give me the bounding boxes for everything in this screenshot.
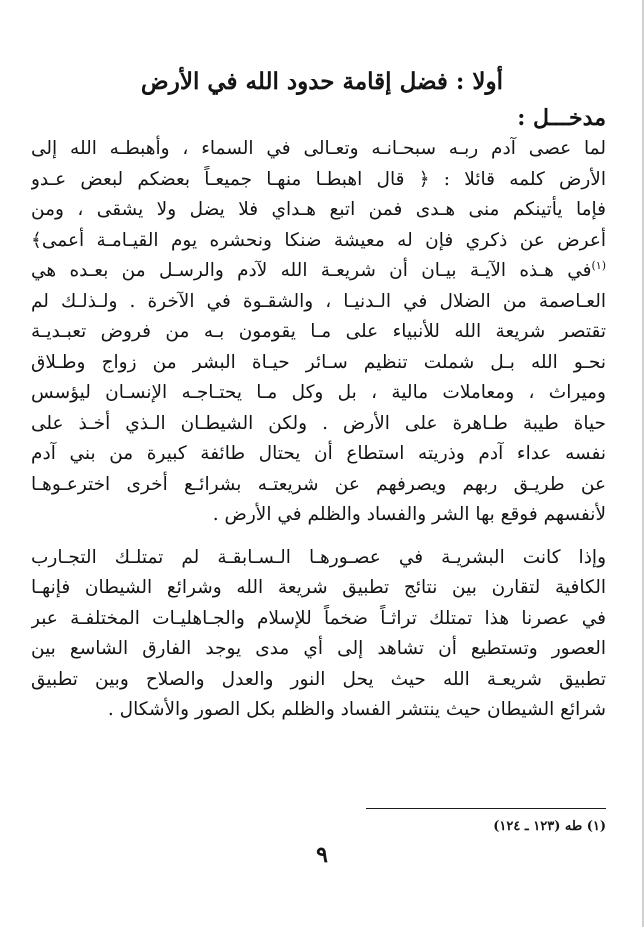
- paragraph-gap: [31, 531, 606, 543]
- text-line: العـاصمة من الضلال في الـدنيـا ، والشقـوة في الآخرة . ولـذلـك لم: [31, 290, 606, 312]
- body-text: [31, 134, 606, 726]
- footnote-marker: (١): [591, 258, 606, 272]
- text-line: أعرض عن ذكري فإن له معيشة ضنكا ونحشره يوم القيـامـة أعمى﴾: [31, 229, 606, 251]
- text-line: الكافية لتقارن بين نتائج تطبيق شريعة الله وشرائع الشيطان فإنهـا: [31, 577, 606, 598]
- footnote: (١) طه (١٢٣ ـ ١٢٤): [493, 819, 606, 834]
- footnote-divider: [366, 808, 606, 809]
- text-line: وإذا كانت البشريـة في عصـورهـا الـسـابقـة لم تمتلـك التجـارب: [31, 546, 606, 568]
- text-line: عن طريـق ربهم ويصرفهم عن شريعتـه بشرائـع أخرى اخترعـوهـا: [31, 473, 606, 495]
- text-line: وميراث ، ومعاملات مالية ، بل وكل مـا يحتـاجـه الإنسـان ليؤسس: [31, 382, 606, 403]
- text-line: تقتصر شريعة الله للأنبياء على مـا يقومون بـه من فروض تعبـديـة: [31, 321, 606, 342]
- text-line: نفسه عداء آدم وذريته استطاع أن يحتال طائفة كبيرة من بني آدم: [31, 443, 606, 464]
- text-line: العصور وتستطيع أن تشاهد إلى أي مدى يوجد الفارق الشاسع بين: [31, 638, 606, 659]
- paragraph-2: [31, 543, 606, 726]
- text-line: شرائع الشيطان حيث ينتشر الفساد والظلم بكل الصور والأشكال .: [107, 699, 606, 720]
- text-line-with-footnote-ref: [31, 256, 606, 287]
- section-title: أولا : فضل إقامة حدود الله في الأرض: [140, 68, 504, 95]
- page-number: ٩: [316, 842, 328, 868]
- text-line: لأنفسهم فوقع بها الشر والفساد والظلم في الأرض .: [212, 504, 606, 525]
- paragraph-1: [31, 134, 606, 531]
- text-line: الأرض كلمه قائلا : ﴿ قال اهبطـا منهـا جميعـاً بعضكم لبعض عـدو: [31, 168, 606, 190]
- text-line-content: في هـذه الآيـة بيـان أن شريعـة الله لآدم والرسـل من بعـده هي: [31, 260, 592, 281]
- text-line: تطبيق شريعـة الله حيث يحل النور والعدل والصلاح وبين تطبيق: [31, 668, 606, 690]
- text-line: فإما يأتينكم منى هـدى فمن اتبع هـداي فلا يضل ولا يشقى ، ومن: [31, 199, 606, 220]
- text-line: نحـو الله بـل شملت تنظيم سـائر حيـاة البشر من زواج وطـلاق: [31, 351, 606, 373]
- text-line: حياة طيبة طـاهرة على الأرض . ولكن الشيطـان الـذي أخـذ على: [31, 412, 606, 434]
- subheading-introduction: مدخـــل :: [517, 105, 606, 131]
- text-line: في عصرنا هذا تمتلك تراثـاً ضخماً للإسلام والجـاهليـات المختلفـة عبر: [31, 607, 606, 629]
- text-line: لما عصى آدم ربـه سبحـانـه وتعـالى في السماء ، وأهبطـه الله إلى: [31, 138, 606, 159]
